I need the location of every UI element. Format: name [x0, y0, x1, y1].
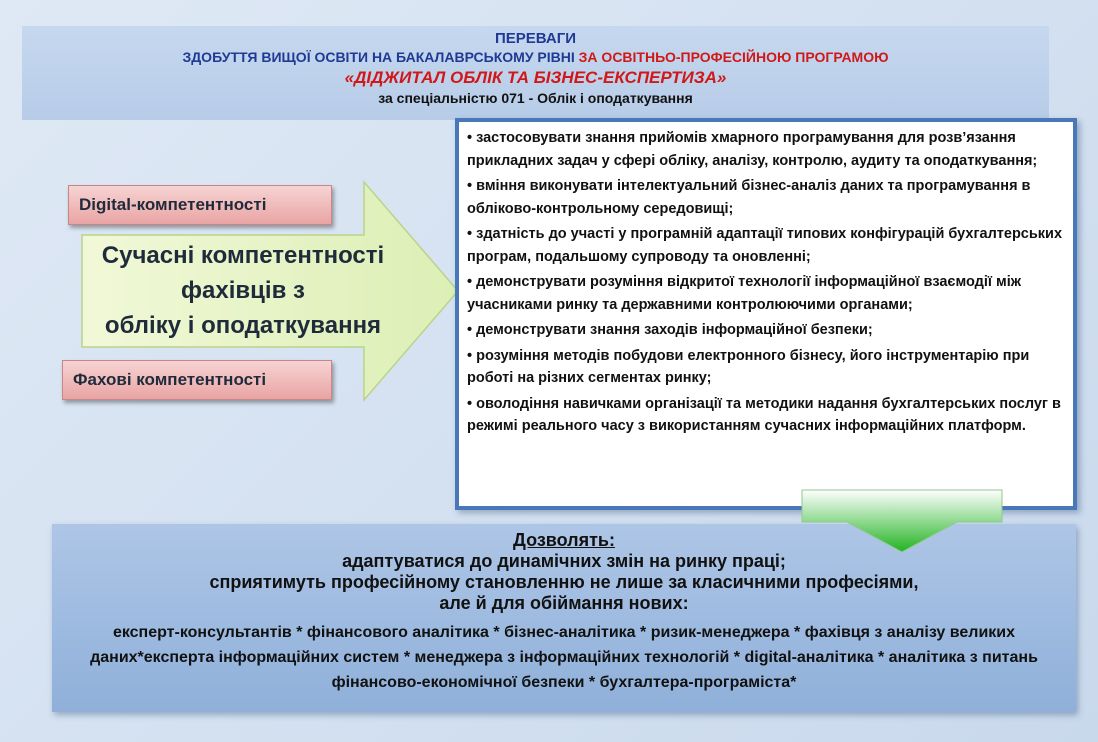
program-name: «ДІДЖИТАЛ ОБЛІК ТА БІЗНЕС-ЕКСПЕРТИЗА» [344, 68, 727, 87]
center-heading-line3: обліку і оподаткування [104, 312, 382, 339]
header-subtitle [22, 48, 1049, 67]
competency-item: • розуміння методів побудови електронного бізнесу, його інструментарію при роботі на різних сегментах ринку; [467, 347, 1030, 386]
competencies-list [455, 118, 1077, 510]
center-heading [84, 238, 402, 343]
competency-item: • демонструвати знання заходів інформаційної безпеки; [467, 322, 873, 338]
header-subtitle-red: ЗА ОСВІТНЬО-ПРОФЕСІЙНОЮ ПРОГРАМОЮ [574, 49, 889, 65]
digital-competencies-label: Digital-компетентності [68, 185, 332, 225]
competency-item: • вміння виконувати інтелектуальний бізнес-аналіз даних та програмування в обліково-контрольному середовищі; [467, 178, 1031, 217]
center-heading-line2: фахівців з [181, 277, 305, 304]
outcomes-title: Дозволять: [513, 530, 615, 550]
competency-item: • здатність до участі у програмній адаптації типових конфігурацій бухгалтерських програм, подальшому супроводу та оновленні; [467, 226, 1063, 265]
competency-item: • застосовувати знання прийомів хмарного програмування для розв’язання прикладних задач у сфері обліку, аналізу, контролю, аудиту та оподаткування; [467, 130, 1038, 169]
professional-competencies-label: Фахові компетентності [62, 360, 332, 400]
down-arrow-icon [797, 488, 1007, 554]
header-banner [22, 26, 1049, 120]
competency-item: • оволодіння навичками організації та методики надання бухгалтерських послуг в режимі реального часу з використанням сучасних інформаційних платформ. [467, 395, 1061, 434]
header-subtitle-blue: ЗДОБУТТЯ ВИЩОЇ ОСВІТИ НА БАКАЛАВРСЬКОМУ РІВНІ [182, 49, 575, 65]
outcomes-line-career: сприятимуть професійному становленню не лише за класичними професіями, [209, 572, 919, 592]
specialty-line: за спеціальністю 071 - Облік і оподаткування [378, 90, 693, 106]
header-title: ПЕРЕВАГИ [495, 30, 576, 47]
competency-item: • демонструвати розуміння відкритої технології інформаційної взаємодії між учасниками ринку та державними контролюючими органами; [467, 274, 1022, 313]
professions-list: експерт-консультантів * фінансового аналітика * бізнес-аналітика * ризик-менеджера * фахівця з аналізу великих даних*експерта інформаційних систем * менеджера з інформаційних технологій * digital-аналітика * аналітика з питань фінансово-економічної безпеки * бухгалтера-програміста* [90, 624, 1038, 691]
outcomes-line-new: але й для обіймання нових: [439, 593, 689, 613]
center-heading-line1: Сучасні компетентності [101, 242, 385, 269]
outcomes-line-adapt: адаптуватися до динамічних змін на ринку праці; [342, 551, 786, 571]
